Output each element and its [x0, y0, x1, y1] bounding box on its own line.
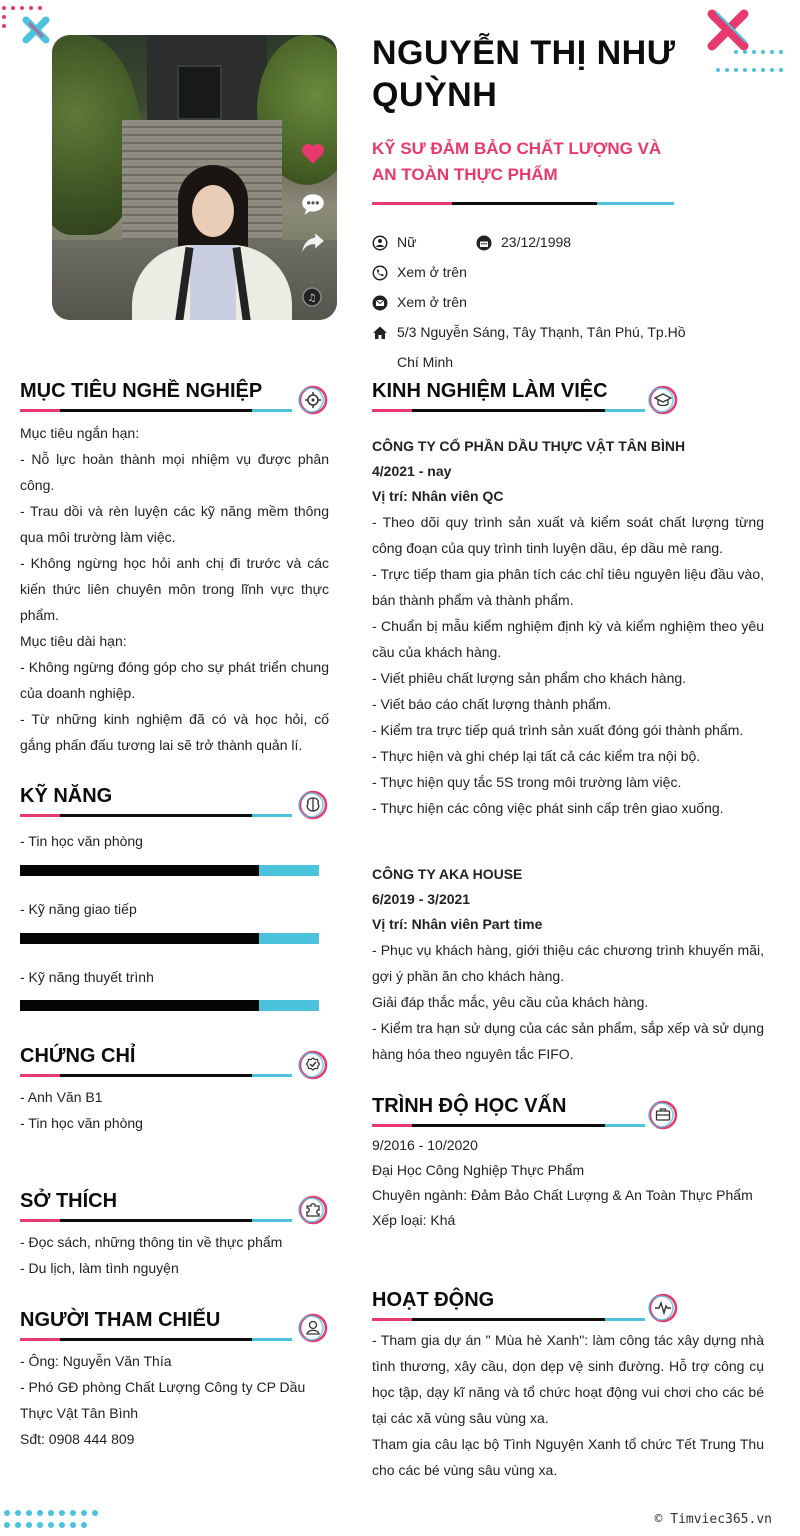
objective-line: - Không ngừng học hỏi anh chị đi trước và các kiến thức liên chuyên môn trong lĩnh vực thực phẩm. — [20, 555, 329, 623]
job-duty: - Chuẩn bị mẫu kiểm nghiệm định kỳ và kiểm nghiệm theo yêu cầu của khách hàng. — [372, 618, 764, 660]
comment-icon — [300, 191, 326, 217]
phone-value: Xem ở trên — [397, 264, 467, 280]
contact-gender — [372, 234, 416, 257]
certificates-heading: CHỨNG CHỈ — [20, 1045, 136, 1067]
email-icon — [372, 295, 388, 311]
activity-line: Tham gia câu lạc bộ Tình Nguyện Xanh tổ chức Tết Trung Thu cho các bé vùng sâu vùng xa. — [372, 1436, 764, 1478]
education-underline — [372, 1124, 645, 1127]
job-duty: Giải đáp thắc mắc, yêu cầu của khách hàng. — [372, 994, 649, 1010]
skill-bar-fill — [20, 933, 259, 944]
job-position: Vị trí: Nhân viên Part time — [372, 916, 543, 932]
job-duty: - Thực hiện và ghi chép lại tất cả các kiểm tra nội bộ. — [372, 748, 701, 764]
contact-dob — [476, 234, 571, 257]
activity-line: - Tham gia dự án " Mùa hè Xanh": làm công tác xây dựng nhà tình thương, xây cầu, dọn dẹp vệ sinh đường. Hỗ trợ công cụ học tập, dạy kĩ năng và tổ chức hoạt động vui chơi cho các bé tại các xã vùng sâu vùng xa. — [372, 1332, 764, 1426]
decor-x-top-right — [704, 6, 752, 54]
job-2 — [372, 862, 764, 1067]
references-body — [20, 1348, 335, 1452]
badge-check-icon — [298, 1050, 328, 1080]
job-duty: - Kiểm tra trực tiếp quá trình sản xuất đóng gói thành phẩm. — [372, 722, 744, 738]
job-duty: - Theo dõi quy trình sản xuất và kiểm soát chất lượng từng công đoạn của quy trình tinh luyện dầu, ép dầu mè rang. — [372, 514, 764, 556]
objective-body — [20, 420, 329, 758]
objective-underline — [20, 409, 292, 412]
reference-line: Sđt: 0908 444 809 — [20, 1431, 135, 1447]
email-value: Xem ở trên — [397, 294, 467, 310]
music-disc-icon — [302, 287, 322, 307]
hobbies-underline — [20, 1219, 292, 1222]
job-duty: - Phục vụ khách hàng, giới thiệu các chương trình khuyến mãi, gợi ý phần ăn cho khách hàng. — [372, 942, 764, 984]
job-duty: - Thực hiện quy tắc 5S trong môi trường làm việc. — [372, 774, 682, 790]
profile-photo — [52, 35, 337, 320]
job-period: 4/2021 - nay — [372, 463, 452, 479]
objective-line: - Từ những kinh nghiệm đã có và học hỏi, cố gắng phấn đấu tương lai sẽ trở thành quản lí. — [20, 711, 329, 753]
home-icon — [372, 325, 388, 341]
job-duty: - Thực hiện các công việc phát sinh cấp trên giao xuống. — [372, 800, 724, 816]
user-icon — [298, 1313, 328, 1343]
gender-icon — [372, 235, 388, 251]
skill-bar-rest — [259, 933, 319, 944]
candidate-title: KỸ SƯ ĐẢM BẢO CHẤT LƯỢNG VÀ AN TOÀN THỰC PHẨM — [372, 139, 662, 184]
footer-watermark: © Timviec365.vn — [654, 1512, 772, 1527]
address-value: 5/3 Nguyễn Sáng, Tây Thạnh, Tân Phú, Tp.Hồ Chí Minh — [397, 324, 686, 370]
skill-bar-fill — [20, 865, 259, 876]
calendar-icon — [476, 235, 492, 251]
activities-body — [372, 1327, 764, 1483]
target-icon — [298, 385, 328, 415]
job-duty: - Kiểm tra hạn sử dụng của các sản phẩm, sắp xếp và sử dụng hàng hóa theo nguyên tắc FIFO. — [372, 1020, 764, 1062]
skill-bar — [20, 933, 319, 944]
contact-phone — [372, 264, 467, 287]
certificates-body — [20, 1084, 329, 1136]
candidate-name: NGUYỄN THỊ NHƯ QUỲNH — [372, 34, 676, 114]
briefcase-icon — [648, 1100, 678, 1130]
decor-dots-bottom-left — [4, 1510, 98, 1528]
job-duty: - Trực tiếp tham gia phân tích các chỉ tiêu nguyên liệu đầu vào, bán thành phẩm và thành phẩm. — [372, 566, 764, 608]
education-body — [372, 1133, 764, 1233]
objective-line: - Nỗ lực hoàn thành mọi nhiệm vụ được phân công. — [20, 451, 329, 493]
objective-line: - Không ngừng đóng góp cho sự phát triển chung của doanh nghiệp. — [20, 659, 329, 701]
job-duty: - Viết báo cáo chất lượng thành phẩm. — [372, 696, 612, 712]
references-underline — [20, 1338, 292, 1341]
gender-value: Nữ — [397, 234, 417, 250]
graduation-cap-icon — [648, 385, 678, 415]
photo-person-face — [192, 185, 234, 237]
pulse-icon — [648, 1293, 678, 1323]
heart-icon — [300, 141, 326, 167]
skill-label: - Kỹ năng giao tiếp — [20, 901, 137, 917]
puzzle-icon — [298, 1195, 328, 1225]
dob-value: 23/12/1998 — [501, 234, 572, 250]
share-icon — [300, 229, 326, 255]
activities-underline — [372, 1318, 645, 1321]
certificates-underline — [20, 1074, 292, 1077]
skills-underline — [20, 814, 292, 817]
skills-heading: KỸ NĂNG — [20, 785, 113, 807]
skill-bar — [20, 1000, 319, 1011]
hobby-item: - Đọc sách, những thông tin về thực phẩm — [20, 1234, 283, 1250]
photo-door — [177, 65, 222, 120]
hobby-item: - Du lịch, làm tình nguyện — [20, 1260, 179, 1276]
hobbies-heading: SỞ THÍCH — [20, 1190, 118, 1212]
education-heading: TRÌNH ĐỘ HỌC VẤN — [372, 1095, 567, 1117]
experience-underline — [372, 409, 645, 412]
decor-x-top-left — [22, 16, 50, 44]
skill-label: - Kỹ năng thuyết trình — [20, 969, 154, 985]
phone-icon — [372, 265, 388, 281]
education-line: 9/2016 - 10/2020 — [372, 1137, 478, 1153]
education-line: Chuyên ngành: Đảm Bảo Chất Lượng & An Toàn Thực Phẩm — [372, 1187, 753, 1203]
job-position: Vị trí: Nhân viên QC — [372, 488, 504, 504]
activities-heading: HOẠT ĐỘNG — [372, 1289, 495, 1311]
references-heading: NGƯỜI THAM CHIẾU — [20, 1309, 221, 1331]
skill-bar-rest — [259, 865, 319, 876]
decor-dots-top-right — [716, 50, 783, 72]
job-1 — [372, 434, 764, 821]
job-duty: - Viết phiêu chất lượng sản phẩm cho khách hàng. — [372, 670, 687, 686]
reference-line: - Ông: Nguyễn Văn Thía — [20, 1353, 172, 1369]
job-company: CÔNG TY AKA HOUSE — [372, 866, 523, 882]
objective-line: Mục tiêu dài hạn: — [20, 633, 127, 649]
objective-line: - Trau dồi và rèn luyện các kỹ năng mềm thông qua môi trường làm việc. — [20, 503, 329, 545]
contact-address — [372, 324, 702, 377]
skill-label: - Tin học văn phòng — [20, 833, 143, 849]
svg-text:♫: ♫ — [307, 293, 317, 304]
objective-heading: MỤC TIÊU NGHỀ NGHIỆP — [20, 380, 263, 402]
job-company: CÔNG TY CỔ PHẦN DẦU THỰC VẬT TÂN BÌNH — [372, 438, 686, 454]
skill-bar — [20, 865, 319, 876]
experience-heading: KINH NGHIỆM LÀM VIỆC — [372, 380, 608, 402]
hobbies-body — [20, 1229, 329, 1281]
education-line: Đại Học Công Nghiệp Thực Phẩm — [372, 1162, 585, 1178]
certificate-item: - Anh Văn B1 — [20, 1089, 103, 1105]
objective-line: Mục tiêu ngắn hạn: — [20, 425, 140, 441]
contact-email — [372, 294, 467, 317]
skill-bar-rest — [259, 1000, 319, 1011]
education-line: Xếp loại: Khá — [372, 1212, 456, 1228]
skill-bar-fill — [20, 1000, 259, 1011]
job-period: 6/2019 - 3/2021 — [372, 891, 471, 907]
photo-person-shirt — [190, 245, 236, 320]
reference-line: - Phó GĐ phòng Chất Lượng Công ty CP Dầu Thực Vật Tân Bình — [20, 1379, 306, 1421]
certificate-item: - Tin học văn phòng — [20, 1115, 143, 1131]
title-underline — [372, 202, 674, 205]
brain-icon — [298, 790, 328, 820]
